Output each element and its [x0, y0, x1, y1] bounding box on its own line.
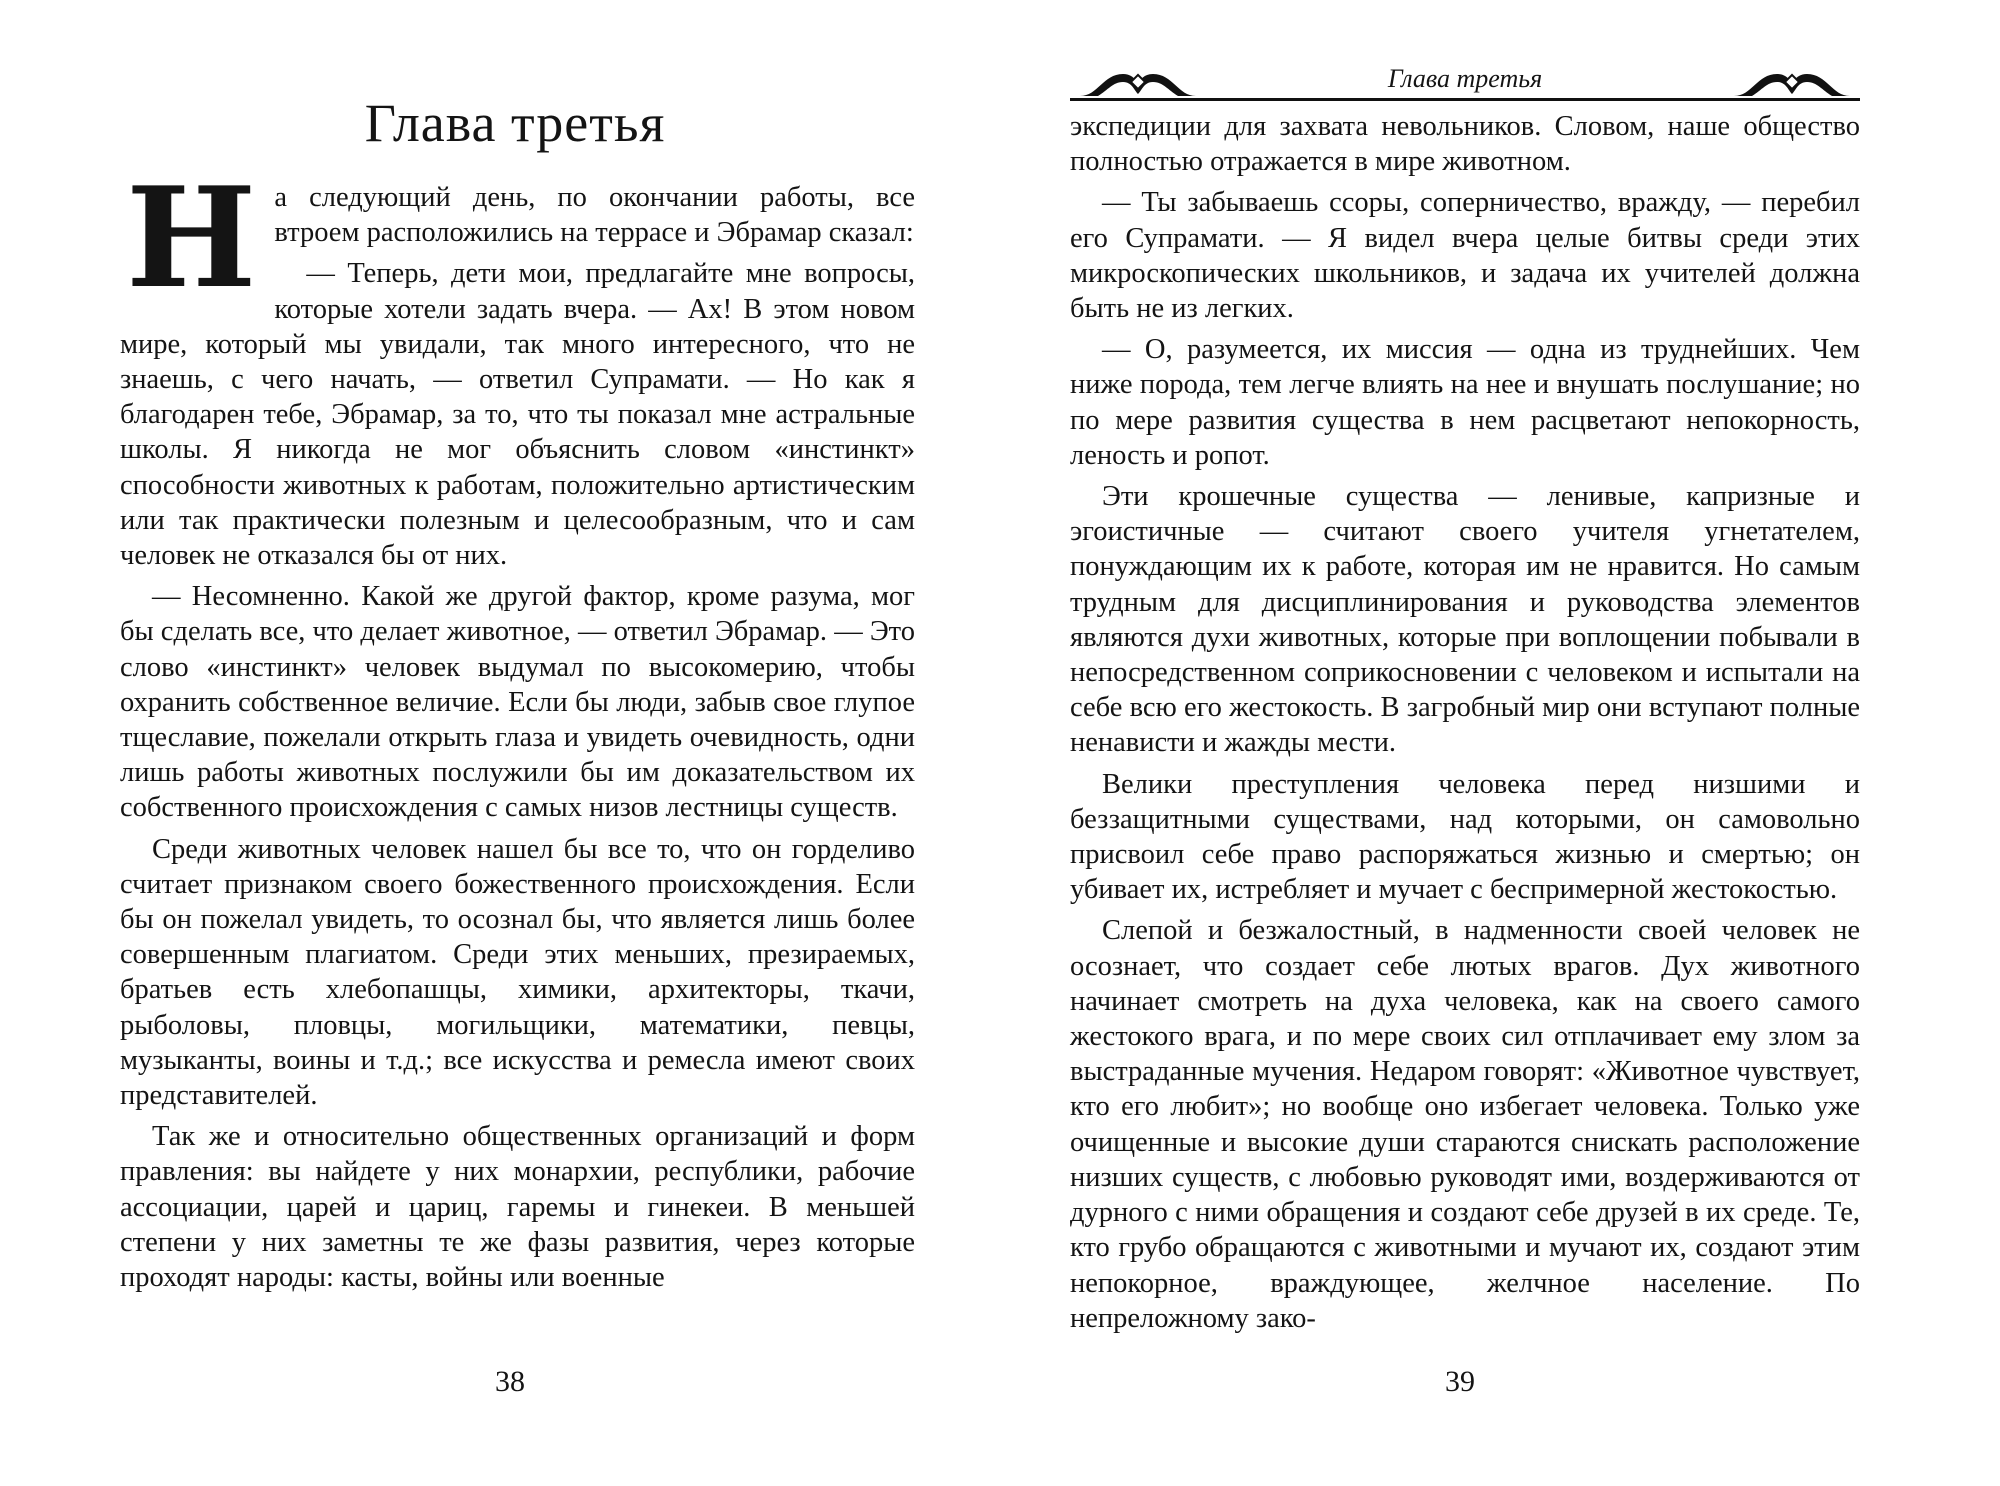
- paragraph: На следующий день, по окончании работы, все втроем расположились на террасе и Эбрамар сказал:: [126, 156, 915, 319]
- ornament-right-icon: [1732, 68, 1852, 98]
- header-rule: [1070, 98, 1860, 101]
- paragraph: Слепой и безжалостный, в надменности своей человек не осознает, что создает себе лютых врагов. Дух животного начинает смотреть на духа человека, как на своего самого жестокого врага, и по мере своих сил отплачивает ему злом за выстраданные мучения. Недаром говорят: «Животное чувствует, кто его любит»; но вообще оно избегает человека. Только уже очищенные и высокие души стараются снискать расположение низших существ, с любовью руководят ими, воздерживаются от дурного с ними обращения и создают себе друзей в их среде. Те, кто грубо обращаются с животными и мучают их, создают этим непокорное, враждующее, желчное население. По непреложному зако-: [1070, 915, 1860, 1334]
- paragraph: Эти крошечные существа — ленивые, капризные и эгоистичные — считают своего учителя угнетателем, понуждающим их к работе, которая им не нравится. Но самым трудным для дисциплинирования и руководства элементов являются духи животных, которые при воплощении побывали в непосредственном соприкосновении с человеком и испытали на себе всю его жестокость. В загробный мир они вступают полные ненависти и жажды мести.: [1070, 481, 1860, 759]
- running-head-title: Глава третья: [1387, 64, 1543, 93]
- chapter-title: Глава третья: [364, 93, 666, 153]
- right-page-text: [1070, 109, 1860, 1342]
- paragraph: Велики преступления человека перед низшими и беззащитными существами, над которыми, он самовольно присвоил себе право распоряжаться жизнью и смертью; он убивает их, истребляет и мучает с беспримерной жестокостью.: [1070, 768, 1860, 906]
- page-number: 38: [495, 1365, 525, 1398]
- left-page-text: [120, 156, 915, 1301]
- right-page: [1000, 0, 2000, 1486]
- drop-cap: Н: [126, 156, 257, 319]
- paragraph: — Несомненно. Какой же другой фактор, кроме разума, мог бы сделать все, что делает животное, — ответил Эбрамар. — Это слово «инстинкт» человек выдумал по высокомерию, чтобы охранить собственное величие. Если бы люди, забыв свое глупое тщеславие, пожелали открыть глаза и увидеть очевидность, одни лишь работы животных послужили бы им доказательством их собственного происхождения с самых низов лестницы существ.: [120, 581, 915, 824]
- paragraph: Среди животных человек нашел бы все то, что он горделиво считает признаком своего божественного происхождения. Если бы он пожелал увидеть, то осознал бы, что является лишь более совершенным плагиатом. Среди этих меньших, презираемых, братьев есть хлебопашцы, химики, архитекторы, ткачи, рыболовы, пловцы, могильщики, математики, певцы, музыканты, воины и т.д.; все искусства и ремесла имеют своих представителей.: [120, 833, 915, 1112]
- paragraph: Так же и относительно общественных организаций и форм правления: вы найдете у них монархии, республики, рабочие ассоциации, царей и цариц, гаремы и гинекеи. В меньшей степени у них заметны те же фазы развития, через которые проходят народы: касты, войны или военные: [120, 1121, 915, 1294]
- page-number: 39: [1445, 1365, 1475, 1398]
- paragraph: экспедиции для захвата невольников. Словом, наше общество полностью отражается в мире животном.: [1070, 111, 1860, 178]
- paragraph: — Ты забываешь ссоры, соперничество, вражду, — перебил его Супрамати. — Я видел вчера целые битвы среди этих микроскопических школьников, и задача их учителей должна быть не из легких.: [1070, 187, 1860, 325]
- paragraph: — О, разумеется, их миссия — одна из труднейших. Чем ниже порода, тем легче влиять на нее и внушать послушание; но по мере развития существа в нем расцветают непокорность, леность и ропот.: [1070, 334, 1860, 471]
- paragraph: — Теперь, дети мои, предлагайте мне вопросы, которые хотели задать вчера. — Ах! В этом новом мире, который мы увидали, так много интересного, что не знаешь, с чего начать, — ответил Супрамати. — Но как я благодарен тебе, Эбрамар, за то, что ты показал мне астральные школы. Я никогда не мог объяснить словом «инстинкт» способности животных к работам, положительно артистическим или так практически полезным и целесообразным, что и сам человек не отказался бы от них.: [120, 258, 915, 572]
- running-head: [1070, 60, 1860, 106]
